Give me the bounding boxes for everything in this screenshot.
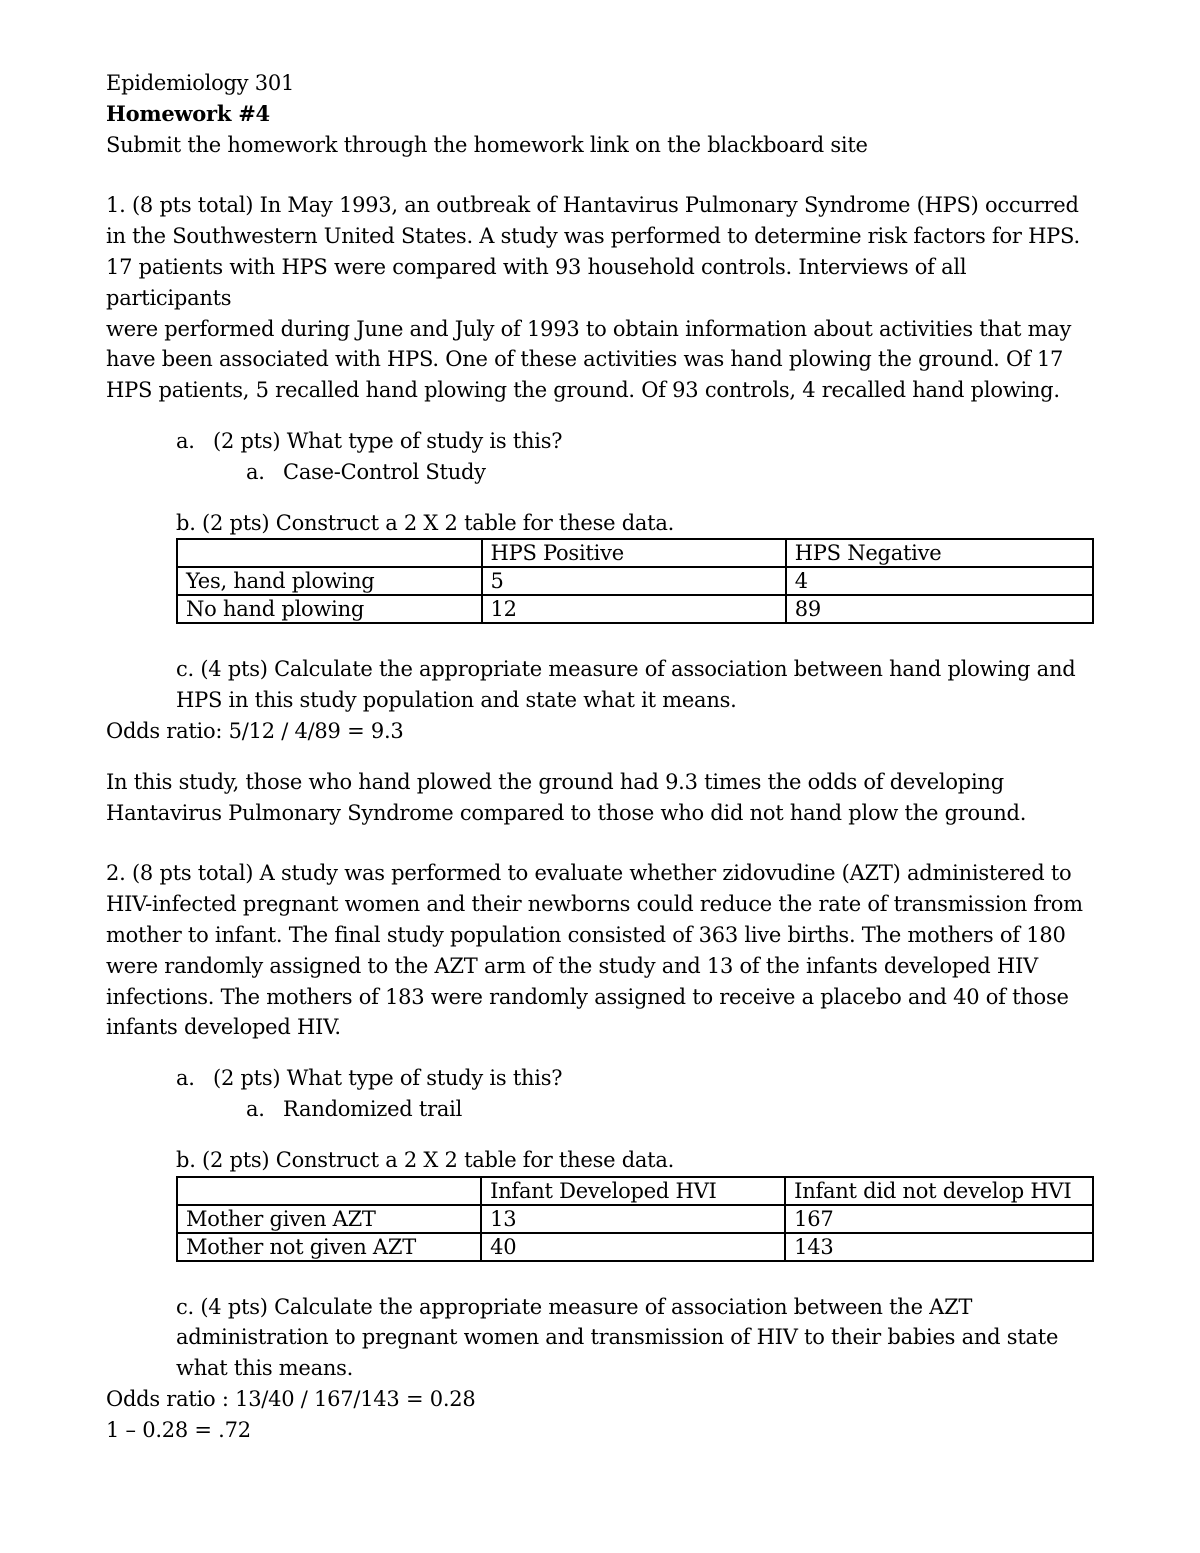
- q1-answer-text: Case-Control Study: [283, 459, 486, 484]
- q2-part-a-answer: [106, 1094, 1096, 1125]
- q2-prompt-line: were randomly assigned to the AZT arm of the study and 13 of the infants developed HIV: [106, 953, 1038, 978]
- q1-prompt-line: HPS patients, 5 recalled hand plowing the ground. Of 93 controls, 4 recalled hand plowing.: [106, 378, 1060, 403]
- table-row: [177, 567, 1093, 595]
- q1-interpretation: Hantavirus Pulmonary Syndrome compared to those who did not hand plow the ground.: [106, 800, 1027, 825]
- q1-part-c-question: HPS in this study population and state what it means.: [176, 688, 737, 713]
- q1-prompt-line: have been associated with HPS. One of these activities was hand plowing the ground. Of 17: [106, 347, 1064, 372]
- question-2: [106, 858, 1096, 1445]
- q1-prompt-line: in the Southwestern United States. A study was performed to determine risk factors for HPS.: [106, 224, 1080, 249]
- q2-part-c-question: what this means.: [176, 1356, 354, 1381]
- question-1: [106, 190, 1096, 828]
- table-cell: 89: [786, 595, 1093, 623]
- q1-prompt-line: were performed during June and July of 1993 to obtain information about activities that may: [106, 316, 1072, 341]
- table-row: [177, 595, 1093, 623]
- q2-odds-ratio: Odds ratio : 13/40 / 167/143 = 0.28: [106, 1386, 476, 1411]
- q2-subtraction: 1 – 0.28 = .72: [106, 1417, 251, 1442]
- q1-interpretation: In this study, those who hand plowed the ground had 9.3 times the odds of developing: [106, 769, 1004, 794]
- q1-part-b-question: b. (2 pts) Construct a 2 X 2 table for these data.: [176, 510, 675, 535]
- q1-part-a: [106, 426, 1096, 457]
- q1-part-a-label: a.: [176, 428, 195, 453]
- table-header-row: [177, 1177, 1093, 1205]
- table-cell: 4: [786, 567, 1093, 595]
- table-cell: 12: [482, 595, 786, 623]
- table-cell: 13: [481, 1205, 785, 1233]
- q1-answer-label: a.: [246, 459, 265, 484]
- table-header-row: [177, 539, 1093, 567]
- q2-prompt-line: infections. The mothers of 183 were randomly assigned to receive a placebo and 40 of those: [106, 984, 1069, 1009]
- table-row: [177, 1205, 1093, 1233]
- course-name: Epidemiology 301: [106, 71, 295, 95]
- q1-part-a-question: (2 pts) What type of study is this?: [213, 428, 563, 453]
- table-cell: HPS Negative: [786, 539, 1093, 567]
- table-cell: [177, 1177, 481, 1205]
- table-cell: No hand plowing: [177, 595, 482, 623]
- table-cell: 5: [482, 567, 786, 595]
- table-cell: HPS Positive: [482, 539, 786, 567]
- q1-prompt-line: 17 patients with HPS were compared with 93 household controls. Interviews of all participants: [106, 254, 967, 310]
- q2-part-a-label: a.: [176, 1066, 195, 1091]
- q2-prompt-line: HIV-infected pregnant women and their newborns could reduce the rate of transmission from: [106, 892, 1083, 917]
- submission-instructions: Submit the homework through the homework link on the blackboard site: [106, 132, 868, 157]
- q2-contingency-table: [176, 1176, 1094, 1262]
- homework-title: Homework #4: [106, 100, 270, 126]
- q2-answer-text: Randomized trail: [283, 1096, 463, 1121]
- q1-part-c-question: c. (4 pts) Calculate the appropriate measure of association between hand plowing and: [176, 657, 1076, 682]
- table-cell: Yes, hand plowing: [177, 567, 482, 595]
- table-cell: [177, 539, 482, 567]
- q2-part-b-question: b. (2 pts) Construct a 2 X 2 table for these data.: [176, 1147, 675, 1172]
- q2-answer-label: a.: [246, 1096, 265, 1121]
- homework-page: [106, 68, 1096, 1446]
- table-cell: 167: [785, 1205, 1093, 1233]
- q1-prompt-line: 1. (8 pts total) In May 1993, an outbreak of Hantavirus Pulmonary Syndrome (HPS) occurred: [106, 193, 1079, 218]
- table-cell: Mother not given AZT: [177, 1233, 481, 1261]
- q2-prompt-line: infants developed HIV.: [106, 1015, 341, 1040]
- q2-part-a-question: (2 pts) What type of study is this?: [213, 1066, 563, 1091]
- table-cell: Mother given AZT: [177, 1205, 481, 1233]
- q2-prompt-line: mother to infant. The final study population consisted of 363 live births. The mothers of 180: [106, 922, 1066, 947]
- q2-part-c-question: administration to pregnant women and transmission of HIV to their babies and state: [176, 1325, 1059, 1350]
- q1-part-a-answer: [106, 457, 1096, 488]
- q2-part-c-question: c. (4 pts) Calculate the appropriate measure of association between the AZT: [176, 1294, 973, 1319]
- q2-part-a: [106, 1063, 1096, 1094]
- table-cell: Infant Developed HVI: [481, 1177, 785, 1205]
- table-row: [177, 1233, 1093, 1261]
- table-cell: 40: [481, 1233, 785, 1261]
- table-cell: Infant did not develop HVI: [785, 1177, 1093, 1205]
- q2-prompt-line: 2. (8 pts total) A study was performed to evaluate whether zidovudine (AZT) administered to: [106, 861, 1072, 886]
- table-cell: 143: [785, 1233, 1093, 1261]
- q1-contingency-table: [176, 538, 1094, 624]
- q1-odds-ratio: Odds ratio: 5/12 / 4/89 = 9.3: [106, 718, 404, 743]
